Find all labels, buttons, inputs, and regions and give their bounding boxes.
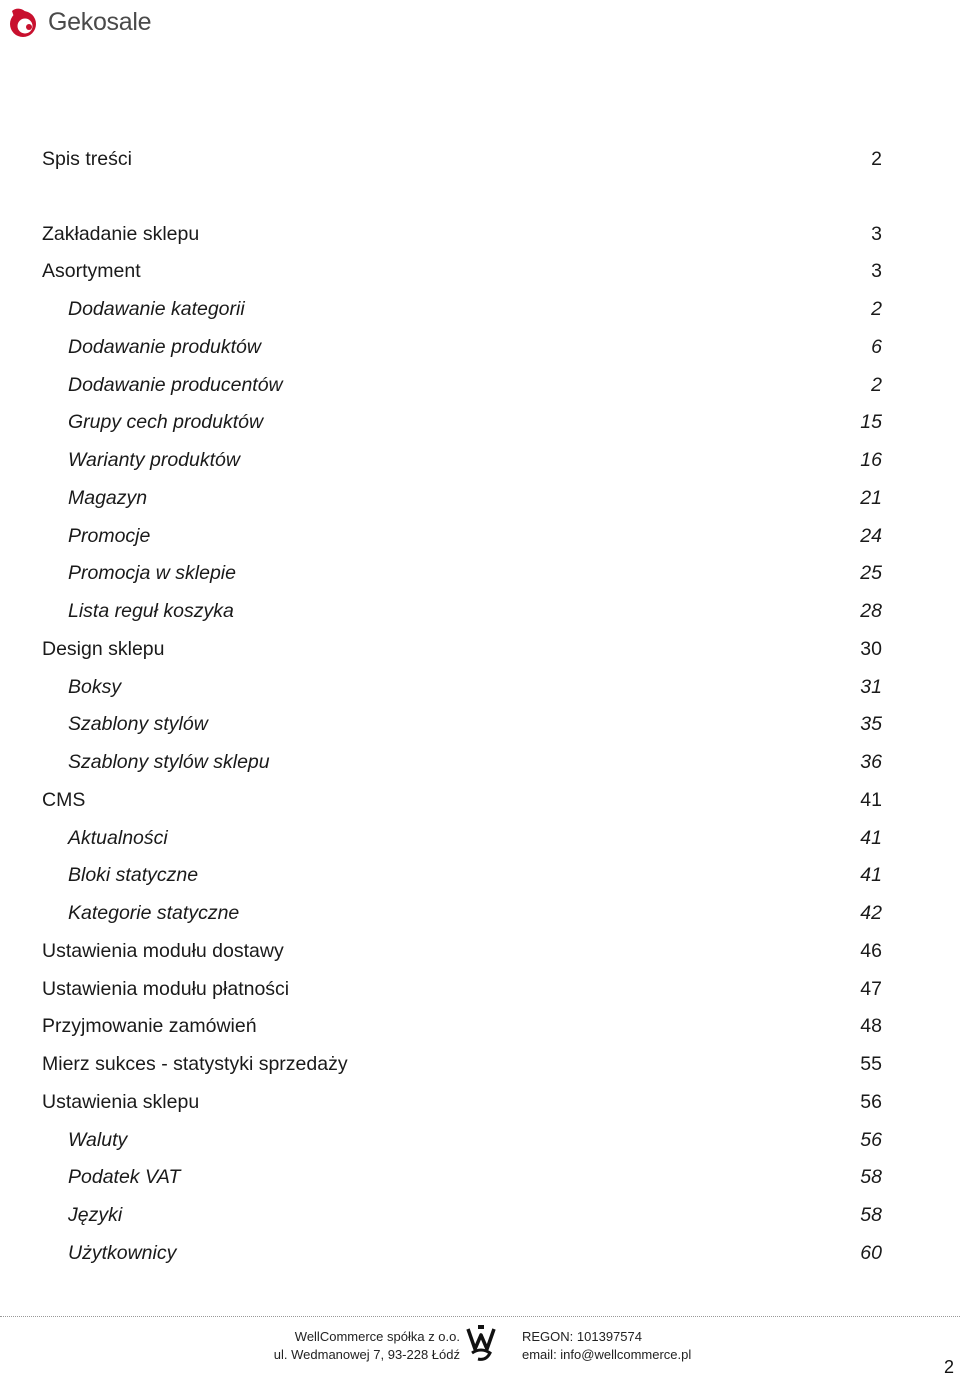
gekosale-logo-icon: [6, 5, 40, 39]
toc-entry: [42, 253, 882, 291]
toc-entry: [42, 630, 882, 668]
toc-entry-page: 2: [871, 298, 882, 320]
toc-entry-label: Aktualności: [68, 826, 168, 849]
toc-entry: [42, 479, 882, 517]
toc-entry-label: Kategorie statyczne: [68, 902, 240, 924]
toc-entry-page: 56: [860, 1090, 882, 1113]
toc-entry: [42, 404, 882, 442]
footer-company-block: [230, 1328, 460, 1364]
toc-entry: [42, 970, 882, 1008]
toc-entry-label: Zakładanie sklepu: [42, 222, 200, 245]
toc-entry-page: 25: [860, 562, 882, 585]
page-number: 2: [943, 1357, 954, 1377]
toc-entry-page: 36: [860, 751, 882, 773]
toc-entry: [42, 668, 882, 706]
toc-entry-page: 6: [871, 335, 882, 358]
toc-entry-label: Warianty produktów: [68, 449, 240, 471]
toc-entry-label: Design sklepu: [42, 637, 165, 660]
toc-entry: [42, 1083, 882, 1121]
toc-entry-label: Ustawienia modułu płatności: [42, 977, 290, 1000]
toc-entry-page: 58: [860, 1166, 882, 1189]
toc-entry: [42, 932, 882, 970]
toc-entry: [42, 215, 882, 253]
brand-name: Gekosale: [48, 7, 152, 36]
toc-entry: [42, 1046, 882, 1084]
toc-entry: [42, 1197, 882, 1235]
toc-entry-page: 60: [860, 1241, 882, 1264]
wellcommerce-logo-icon: [466, 1323, 496, 1363]
footer-regon: REGON: 101397574: [522, 1329, 642, 1344]
toc-title-row: [42, 140, 882, 178]
toc-entry-page: 30: [860, 637, 882, 660]
toc-entry: [42, 857, 882, 895]
footer-divider: [0, 1316, 960, 1317]
toc-entry-page: 41: [860, 788, 882, 811]
footer-company: WellCommerce spółka z o.o.: [294, 1329, 460, 1344]
toc-entry-label: Bloki statyczne: [68, 864, 199, 887]
toc-entry-page: 41: [860, 826, 882, 849]
toc-entry: [42, 442, 882, 480]
toc-entry-page: 48: [860, 1015, 882, 1038]
toc-entry-page: 16: [860, 449, 882, 471]
toc-entry-label: Użytkownicy: [68, 1241, 177, 1264]
toc-entry-label: Promocja w sklepie: [68, 562, 236, 585]
toc-entry-page: 41: [860, 864, 882, 887]
toc-entry: [42, 328, 882, 366]
toc-entry-label: Mierz sukces - statystyki sprzedaży: [42, 1053, 348, 1075]
toc-entry-page: 3: [871, 260, 882, 283]
footer-contact-block: [522, 1328, 772, 1364]
toc-title: Spis treści: [42, 147, 132, 170]
toc-entry-page: 2: [871, 373, 882, 396]
toc-entry-page: 56: [860, 1128, 882, 1151]
document-header: [6, 4, 151, 40]
toc-entry: [42, 744, 882, 782]
toc-entry-page: 3: [871, 222, 882, 245]
toc-entry-label: Języki: [68, 1204, 123, 1226]
toc-entry: [42, 1234, 882, 1272]
toc-entry: [42, 1121, 882, 1159]
toc-entry-label: Dodawanie kategorii: [68, 298, 245, 320]
toc-entry-label: Ustawienia sklepu: [42, 1090, 200, 1113]
toc-title-page: 2: [871, 147, 882, 170]
toc-entry-label: Magazyn: [68, 486, 148, 509]
toc-entry-label: Waluty: [68, 1128, 128, 1151]
toc-entry: [42, 1159, 882, 1197]
toc-entry-page: 21: [860, 486, 882, 509]
toc-entry-page: 24: [860, 524, 882, 547]
toc-entry: [42, 895, 882, 933]
toc-entry: [42, 555, 882, 593]
toc-entry: [42, 781, 882, 819]
toc-entry-label: Grupy cech produktów: [68, 411, 264, 434]
toc-entry-page: 42: [860, 902, 882, 924]
toc-entry-label: Promocje: [68, 524, 151, 547]
toc-entry: [42, 593, 882, 631]
toc-entry-page: 15: [860, 411, 882, 434]
toc-entry: [42, 291, 882, 329]
toc-entry-label: Ustawienia modułu dostawy: [42, 939, 284, 962]
toc-entry-label: Szablony stylów sklepu: [68, 751, 270, 773]
toc-entry-page: 28: [860, 600, 882, 622]
toc-entry-label: Szablony stylów: [68, 713, 208, 736]
toc-entry-label: Asortyment: [42, 260, 141, 283]
toc-entry-label: Przyjmowanie zamówień: [42, 1015, 257, 1038]
toc-entry-label: Boksy: [68, 675, 122, 698]
footer-address: ul. Wedmanowej 7, 93-228 Łódź: [273, 1347, 460, 1362]
toc-entry-page: 31: [860, 675, 882, 698]
toc-entry: [42, 366, 882, 404]
toc-entry: [42, 517, 882, 555]
toc-entry-page: 35: [860, 713, 882, 736]
toc-entry: [42, 1008, 882, 1046]
toc-entry-page: 58: [860, 1204, 882, 1226]
toc-entry-label: Podatek VAT: [68, 1166, 181, 1189]
toc-entry-page: 46: [860, 939, 882, 962]
toc-entry: [42, 706, 882, 744]
toc-entry-label: CMS: [42, 788, 86, 811]
toc-entry-label: Dodawanie produktów: [68, 335, 261, 358]
toc-entry: [42, 819, 882, 857]
toc-entry-page: 47: [860, 977, 882, 1000]
toc-entry-page: 55: [860, 1053, 882, 1075]
toc-entry-label: Lista reguł koszyka: [68, 600, 234, 622]
footer-email: email: info@wellcommerce.pl: [522, 1347, 692, 1362]
toc-entry-label: Dodawanie producentów: [68, 373, 283, 396]
